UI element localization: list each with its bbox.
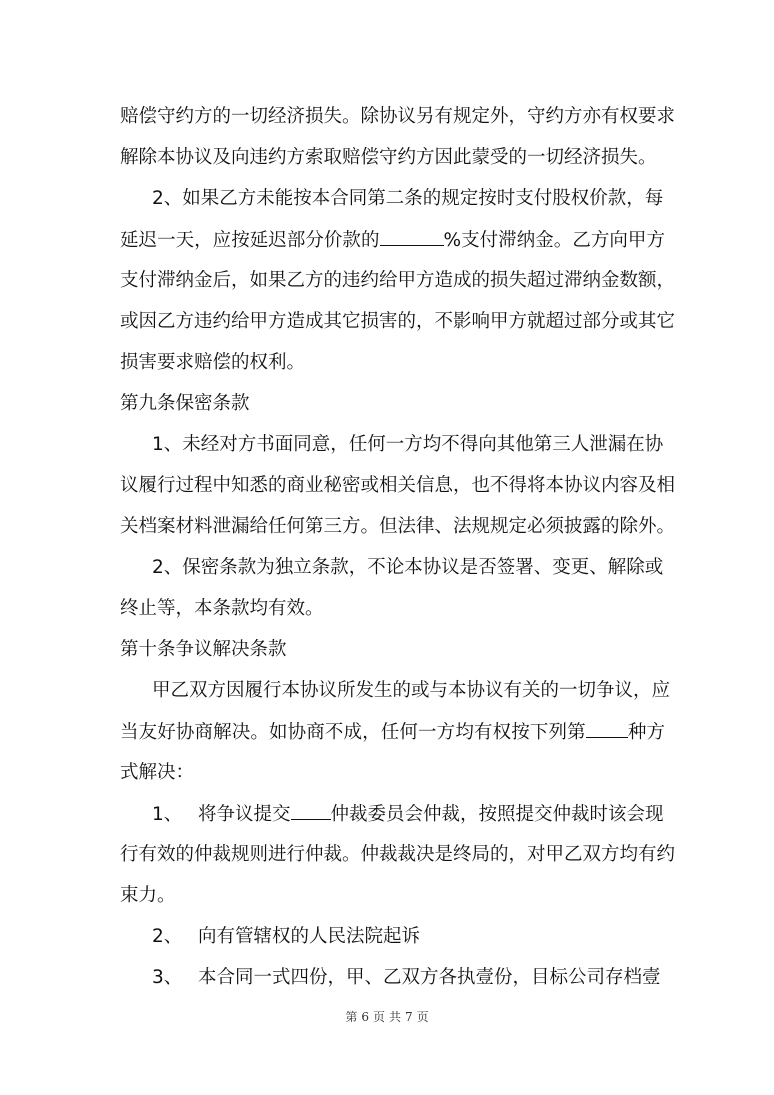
article-10-item-3: [152, 965, 661, 991]
article-9-title: 第九条保密条款: [120, 393, 250, 414]
article-9-item-2-line-1: 2、保密条款为独立条款，不论本协议是否签署、变更、解除或: [152, 557, 664, 578]
paragraph-1-line-2: 解除本协议及向违约方索取赔偿守约方因此蒙受的一切经济损失。: [120, 147, 657, 168]
paragraph-1-line-1: 赔偿守约方的一切经济损失。除协议另有规定外，守约方亦有权要求: [120, 106, 676, 127]
paragraph-2-line-3: 支付滞纳金后，如果乙方的违约给甲方造成的损失超过滞纳金数额，: [120, 270, 676, 291]
article-10-option-1-line-3: 束力。: [120, 885, 176, 906]
paragraph-2-line-1: 2、如果乙方未能按本合同第二条的规定按时支付股权价款，每: [152, 188, 664, 209]
article-10-intro-line-2: [120, 719, 665, 745]
option-1-after: 仲裁委员会仲裁，按照提交仲裁时该会现: [330, 804, 664, 825]
article-9-item-1-line-2: 议履行过程中知悉的商业秘密或相关信息，也不得将本协议内容及相: [120, 475, 676, 496]
article-10-intro-line-3: 式解决：: [120, 762, 195, 783]
footer-label-di: 第: [345, 1010, 358, 1024]
current-page-number: 6: [361, 1010, 369, 1024]
article-9-item-2-line-2: 终止等，本条款均有效。: [120, 598, 324, 619]
late-fee-rate-blank: [380, 227, 444, 246]
article-10-option-1-line-2: 行有效的仲裁规则进行仲裁。仲裁裁决是终局的，对甲乙双方均有约: [120, 844, 676, 865]
footer-label-ye: 页: [372, 1010, 385, 1024]
footer-label-ye-2: 页: [416, 1010, 429, 1024]
paragraph-2-line-5: 损害要求赔偿的权利。: [120, 352, 306, 373]
paragraph-2-line-4: 或因乙方违约给甲方造成其它损害的，不影响甲方就超过部分或其它: [120, 311, 676, 332]
item-3-text: 本合同一式四份，甲、乙双方各执壹份，目标公司存档壹: [198, 967, 661, 988]
paragraph-2-line-2-after: %支付滞纳金。乙方向甲方: [443, 230, 665, 251]
footer-label-gong: 共: [389, 1010, 402, 1024]
option-2-text: 向有管辖权的人民法院起诉: [198, 926, 421, 947]
article-9-item-1-line-3: 关档案材料泄漏给任何第三方。但法律、法规规定必须披露的除外。: [120, 516, 676, 537]
article-10-intro-line-2-after: 种方: [627, 722, 665, 743]
item-3-number: 3、: [152, 967, 183, 988]
page-footer: [0, 1008, 774, 1025]
article-10-title: 第十条争议解决条款: [120, 639, 287, 660]
option-2-number: 2、: [152, 926, 183, 947]
option-1-number: 1、: [152, 804, 183, 825]
article-10-option-1-line-1: [152, 801, 664, 827]
article-9-item-1-line-1: 1、未经对方书面同意，任何一方均不得向其他第三人泄漏在协: [152, 434, 664, 455]
total-page-number: 7: [405, 1010, 413, 1024]
option-1-before: 将争议提交: [198, 804, 291, 825]
dispute-option-blank: [586, 719, 628, 738]
arbitration-commission-blank: [291, 801, 331, 820]
paragraph-2-line-2-before: 延迟一天，应按延迟部分价款的: [120, 230, 380, 251]
article-10-intro-line-2-before: 当友好协商解决。如协商不成，任何一方均有权按下列第: [120, 722, 586, 743]
article-10-option-2: [152, 924, 657, 950]
article-10-intro-line-1: 甲乙双方因履行本协议所发生的或与本协议有关的一切争议，应: [152, 680, 671, 701]
paragraph-2-line-2: [120, 227, 665, 253]
